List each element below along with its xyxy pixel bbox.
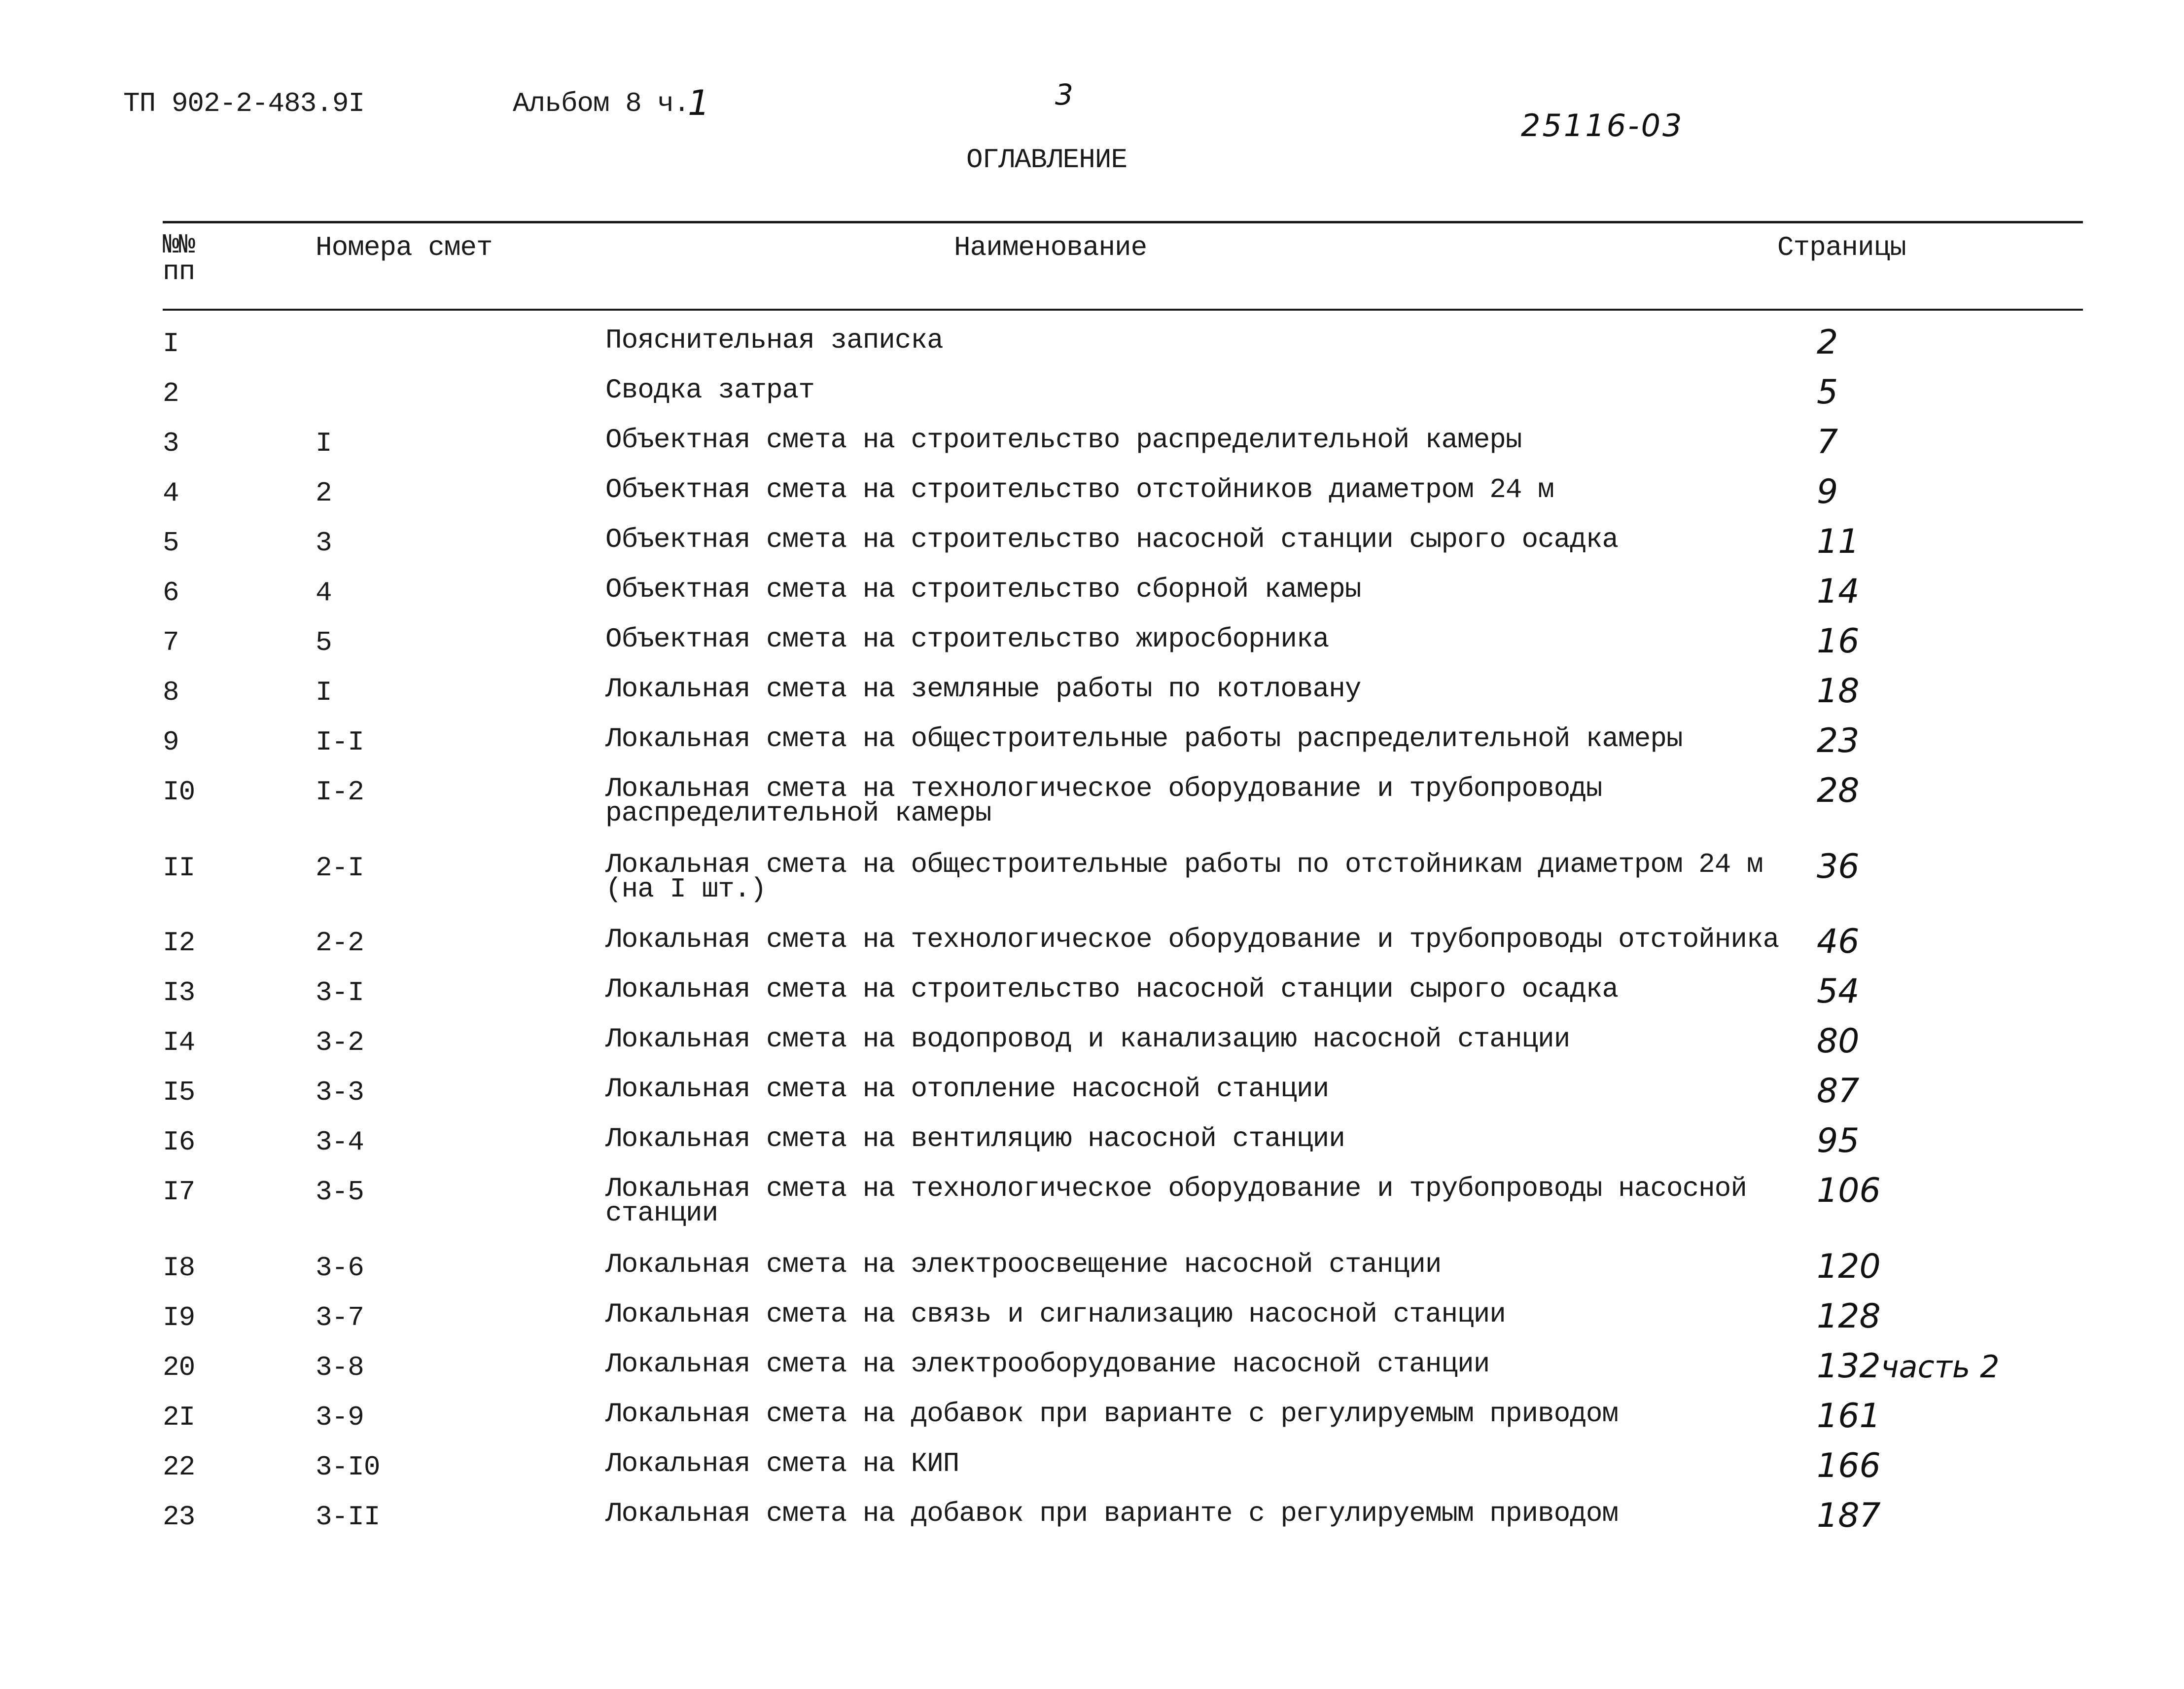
page-reference-handwritten: 187	[1817, 1496, 1881, 1535]
page-reference-handwritten: 46	[1817, 922, 1860, 961]
item-name: Локальная смета на КИП	[605, 1448, 959, 1479]
page-reference-handwritten: 80	[1817, 1022, 1860, 1061]
row-number: 20	[163, 1352, 195, 1383]
page-reference-handwritten: 16	[1817, 622, 1860, 661]
estimate-number: 3	[316, 527, 332, 559]
page-reference-handwritten: 18	[1817, 672, 1860, 711]
page-reference-handwritten: 36	[1817, 847, 1860, 886]
estimate-number: 3-4	[316, 1126, 364, 1158]
estimate-number: 3-6	[316, 1252, 364, 1284]
item-name: Объектная смета на строительство насосной станции сырого осадка	[605, 524, 1619, 555]
item-name: Объектная смета на строительство жиросборника	[605, 623, 1329, 655]
item-name: Локальная смета на технологическое оборудование и трубопроводы отстойника	[605, 924, 1779, 955]
item-name: Локальная смета на строительство насосной станции сырого осадка	[605, 973, 1619, 1005]
page-reference-handwritten: 161	[1817, 1397, 1881, 1436]
album-part-handwritten: 1	[688, 83, 710, 123]
page-number: 3	[1055, 78, 1073, 111]
row-number: 22	[163, 1451, 195, 1483]
document-number-handwritten: 25116-03	[1521, 108, 1684, 144]
page-reference-handwritten: 9	[1817, 472, 1838, 511]
row-number: I3	[163, 977, 195, 1008]
page-reference-handwritten: 106	[1817, 1171, 1881, 1210]
row-number: 2I	[163, 1402, 195, 1433]
item-name: Объектная смета на строительство распределительной камеры	[605, 424, 1522, 456]
column-header-estimate: Номера смет	[316, 232, 493, 263]
estimate-number: I-I	[316, 726, 364, 758]
row-number: 6	[163, 577, 179, 609]
estimate-number: 3-II	[316, 1501, 380, 1533]
item-name: Локальная смета на водопровод и канализацию насосной станции	[605, 1023, 1570, 1055]
row-number: 9	[163, 726, 179, 758]
estimate-number: 2-2	[316, 927, 364, 959]
estimate-number: 3-2	[316, 1027, 364, 1058]
row-number: 7	[163, 627, 179, 658]
item-name: Локальная смета на отопление насосной станции	[605, 1073, 1329, 1105]
page-reference-handwritten: 87	[1817, 1072, 1860, 1111]
item-name: Локальная смета на общестроительные работы распределительной камеры	[605, 723, 1683, 755]
row-number: 4	[163, 477, 179, 509]
item-name: Сводка затрат	[605, 374, 814, 406]
item-name: Локальная смета на электроосвещение насосной станции	[605, 1249, 1442, 1280]
column-header-pages: Страницы	[1777, 232, 1906, 263]
estimate-number: 5	[316, 627, 332, 658]
row-number: I8	[163, 1252, 195, 1284]
item-name: Локальная смета на добавок при варианте с регулируемым приводом	[605, 1498, 1619, 1529]
estimate-number: 3-5	[316, 1176, 364, 1208]
page-reference-handwritten: 7	[1817, 423, 1838, 462]
table-header-rule	[163, 309, 2083, 311]
estimate-number: I	[316, 677, 332, 708]
column-header-name: Наименование	[954, 232, 1147, 263]
row-number: I7	[163, 1176, 195, 1208]
page-reference-handwritten: 128	[1817, 1297, 1881, 1336]
row-number: I5	[163, 1077, 195, 1108]
item-name: Пояснительная записка	[605, 324, 943, 356]
row-number: I0	[163, 776, 195, 808]
item-name: Локальная смета на связь и сигнализацию насосной станции	[605, 1298, 1506, 1330]
item-name: Локальная смета на технологическое оборудование и трубопроводы распределительной камеры	[605, 773, 1602, 829]
document-code: ТП 902-2-483.9I	[123, 88, 365, 119]
page-reference-handwritten: 132	[1817, 1347, 1881, 1386]
row-number: 23	[163, 1501, 195, 1533]
item-name: Локальная смета на электрооборудование насосной станции	[605, 1348, 1490, 1380]
item-name: Локальная смета на вентиляцию насосной станции	[605, 1123, 1345, 1154]
item-name: Локальная смета на добавок при варианте с регулируемым приводом	[605, 1398, 1619, 1430]
row-number: I9	[163, 1302, 195, 1333]
page-reference-handwritten: 54	[1817, 972, 1860, 1011]
row-number: 5	[163, 527, 179, 559]
page-reference-handwritten: 28	[1817, 771, 1860, 810]
estimate-number: 3-9	[316, 1402, 364, 1433]
estimate-number: I	[316, 428, 332, 459]
page-reference-handwritten: 14	[1817, 572, 1860, 611]
page-reference-handwritten: 95	[1817, 1121, 1860, 1160]
item-name: Объектная смета на строительство сборной камеры	[605, 574, 1361, 605]
estimate-number: 3-3	[316, 1077, 364, 1108]
item-name: Локальная смета на земляные работы по котловану	[605, 673, 1361, 705]
row-number: I	[163, 328, 179, 359]
estimate-number: 2-I	[316, 852, 364, 884]
page-reference-handwritten: 11	[1817, 522, 1860, 561]
page-reference-handwritten: 120	[1817, 1247, 1881, 1286]
row-number: 8	[163, 677, 179, 708]
estimate-number: 3-7	[316, 1302, 364, 1333]
page-reference-handwritten: 5	[1817, 373, 1838, 412]
page-note-handwritten: часть 2	[1881, 1349, 2000, 1385]
estimate-number: 3-I0	[316, 1451, 380, 1483]
column-header-number: №№ пп	[163, 229, 195, 287]
row-number: 2	[163, 378, 179, 409]
row-number: I6	[163, 1126, 195, 1158]
album-label: Альбом 8 ч.	[513, 88, 690, 119]
item-name: Локальная смета на технологическое оборудование и трубопроводы насосной станции	[605, 1173, 1747, 1229]
row-number: I2	[163, 927, 195, 959]
row-number: I4	[163, 1027, 195, 1058]
item-name: Объектная смета на строительство отстойников диаметром 24 м	[605, 474, 1554, 505]
estimate-number: 3-I	[316, 977, 364, 1008]
item-name: Локальная смета на общестроительные работы по отстойникам диаметром 24 м (на I шт.)	[605, 849, 1763, 905]
page-reference-handwritten: 23	[1817, 721, 1860, 760]
page-reference-handwritten: 2	[1817, 323, 1838, 362]
estimate-number: 3-8	[316, 1352, 364, 1383]
row-number: II	[163, 852, 195, 884]
row-number: 3	[163, 428, 179, 459]
page-reference-handwritten: 166	[1817, 1446, 1881, 1485]
estimate-number: I-2	[316, 776, 364, 808]
estimate-number: 2	[316, 477, 332, 509]
estimate-number: 4	[316, 577, 332, 609]
table-top-rule	[163, 221, 2083, 223]
page-title: ОГЛАВЛЕНИЕ	[966, 144, 1127, 176]
